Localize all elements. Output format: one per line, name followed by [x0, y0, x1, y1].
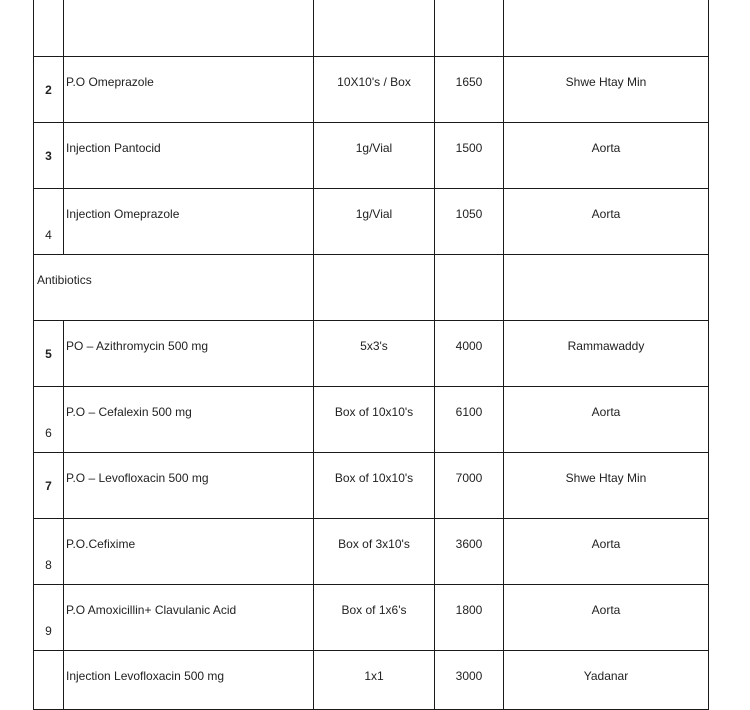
item-pack: Box of 3x10's — [314, 519, 435, 585]
empty-cell — [504, 255, 709, 321]
item-pack: Box of 10x10's — [314, 387, 435, 453]
category-row — [34, 255, 709, 321]
table-row — [34, 57, 709, 123]
item-supplier: Aorta — [504, 585, 709, 651]
item-price: 1800 — [435, 585, 504, 651]
item-pack: 1x1 — [314, 651, 435, 710]
row-number: 9 — [34, 585, 64, 651]
item-supplier: Aorta — [504, 123, 709, 189]
item-name: P.O – Levofloxacin 500 mg — [64, 453, 314, 519]
item-supplier — [504, 0, 709, 57]
row-number: 2 — [34, 57, 64, 123]
item-pack: Box of 10x10's — [314, 453, 435, 519]
table-row — [34, 651, 709, 710]
item-price: 3600 — [435, 519, 504, 585]
row-number: 7 — [34, 453, 64, 519]
item-name: P.O Omeprazole — [64, 57, 314, 123]
row-number — [34, 0, 64, 57]
item-name: P.O – Cefalexin 500 mg — [64, 387, 314, 453]
item-price: 6100 — [435, 387, 504, 453]
table-row — [34, 321, 709, 387]
table-row — [34, 189, 709, 255]
empty-cell — [435, 255, 504, 321]
item-pack: 10X10's / Box — [314, 57, 435, 123]
row-number: 5 — [34, 321, 64, 387]
item-pack: 1g/Vial — [314, 123, 435, 189]
item-pack: Box of 1x6's — [314, 585, 435, 651]
item-supplier: Shwe Htay Min — [504, 453, 709, 519]
row-number — [34, 651, 64, 710]
item-name: Injection Levofloxacin 500 mg — [64, 651, 314, 710]
item-supplier: Aorta — [504, 519, 709, 585]
item-supplier: Yadanar — [504, 651, 709, 710]
row-number: 8 — [34, 519, 64, 585]
item-supplier: Shwe Htay Min — [504, 57, 709, 123]
item-supplier: Aorta — [504, 189, 709, 255]
item-name: Injection Pantocid — [64, 123, 314, 189]
item-price — [435, 0, 504, 57]
table-row — [34, 453, 709, 519]
table-row — [34, 519, 709, 585]
item-price: 4000 — [435, 321, 504, 387]
table-row — [34, 585, 709, 651]
item-pack — [314, 0, 435, 57]
item-name: P.O.Cefixime — [64, 519, 314, 585]
table-row — [34, 123, 709, 189]
table-row — [34, 387, 709, 453]
medicine-price-list — [33, 0, 708, 710]
item-supplier: Rammawaddy — [504, 321, 709, 387]
item-name — [64, 0, 314, 57]
item-price: 1500 — [435, 123, 504, 189]
row-number: 3 — [34, 123, 64, 189]
item-name: Injection Omeprazole — [64, 189, 314, 255]
item-price: 1650 — [435, 57, 504, 123]
item-pack: 5x3's — [314, 321, 435, 387]
item-supplier: Aorta — [504, 387, 709, 453]
item-pack: 1g/Vial — [314, 189, 435, 255]
category-label: Antibiotics — [34, 255, 314, 321]
row-number: 6 — [34, 387, 64, 453]
item-name: P.O Amoxicillin+ Clavulanic Acid — [64, 585, 314, 651]
medicine-table — [33, 0, 709, 710]
item-name: PO – Azithromycin 500 mg — [64, 321, 314, 387]
item-price: 1050 — [435, 189, 504, 255]
item-price: 7000 — [435, 453, 504, 519]
table-row — [34, 0, 709, 57]
row-number: 4 — [34, 189, 64, 255]
empty-cell — [314, 255, 435, 321]
item-price: 3000 — [435, 651, 504, 710]
